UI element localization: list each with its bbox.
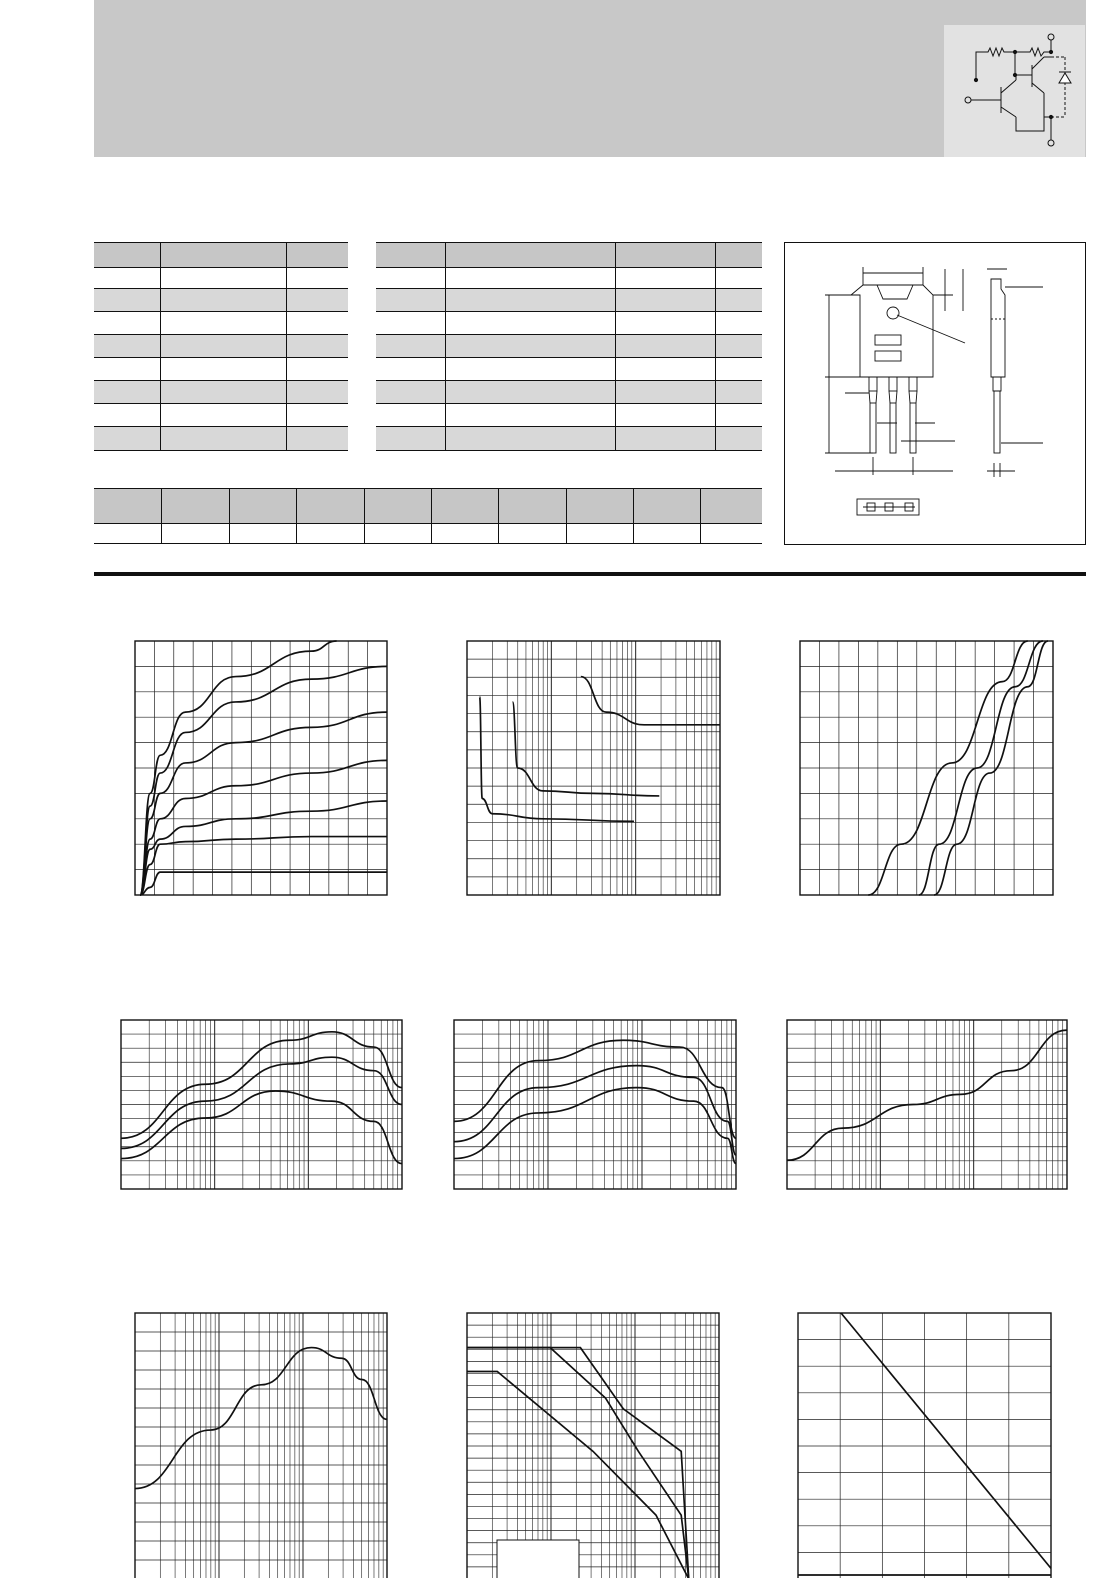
column-divider [566,488,567,544]
chart-6 [786,1019,1068,1190]
table-header [376,242,762,268]
column-divider [431,488,432,544]
table-row [94,358,348,381]
table-row [94,427,348,451]
to-3p-package-outline-icon [785,243,1085,544]
electrical-characteristics-table [376,242,762,452]
series-line [140,801,387,895]
chart-2 [466,640,721,896]
chart-grid [467,1313,719,1578]
table-row [94,522,762,544]
chart-grid [135,641,387,895]
chart-grid [454,1020,736,1189]
chart-4 [120,1019,403,1190]
column-divider [161,488,162,544]
series-line [581,677,720,725]
equivalent-circuit-box [944,25,1085,157]
table-row [94,335,348,358]
chart-grid [135,1313,387,1578]
chart-5 [453,1019,737,1190]
table-header [94,488,762,524]
column-divider [498,488,499,544]
chart-grid [787,1020,1067,1189]
series-line [121,1032,402,1138]
series-line [454,1066,736,1156]
table-row [94,289,348,312]
chart-frame [135,1313,387,1578]
series-line [135,1348,387,1489]
table-header [94,242,348,268]
chart-grid [467,641,720,895]
column-divider [296,488,297,544]
chart-8 [466,1312,720,1578]
series-line [787,1030,1067,1160]
absolute-maximum-ratings-table [94,242,348,452]
darlington-transistor-equivalent-circuit-icon [944,25,1085,157]
series-line [480,697,634,821]
column-divider [700,488,701,544]
chart-3 [799,640,1054,896]
series-line [454,1040,736,1138]
series-line [454,1088,736,1164]
chart-9 [797,1312,1052,1578]
column-divider [229,488,230,544]
chart-legend-box [497,1540,579,1578]
table-row [376,427,762,451]
chart-grid [121,1020,402,1189]
chart-frame [467,1313,719,1578]
column-divider [715,242,716,451]
table-row [94,266,348,289]
column-divider [364,488,365,544]
hfe-rank-table [94,488,762,546]
table-row [94,404,348,427]
table-row [376,358,762,381]
table-row [376,381,762,404]
chart-grid [800,641,1053,895]
series-line [841,1313,1051,1568]
series-line [140,760,387,895]
header-band [94,0,1086,157]
series-line [121,1057,402,1148]
table-row [94,381,348,404]
chart-7 [134,1312,388,1578]
table-row [376,335,762,358]
section-divider [94,572,1086,576]
table-row [376,266,762,289]
series-line [140,872,387,895]
series-line [140,837,387,895]
series-line [140,666,387,895]
series-line [121,1091,402,1164]
column-divider [615,242,616,451]
table-row [376,289,762,312]
column-divider [160,242,161,451]
chart-grid [798,1313,1051,1578]
table-row [376,404,762,427]
column-divider [633,488,634,544]
series-line [513,702,660,796]
chart-1 [134,640,388,896]
table-row [94,312,348,335]
table-row [376,312,762,335]
column-divider [286,242,287,451]
package-outline-box [784,242,1086,545]
column-divider [445,242,446,451]
